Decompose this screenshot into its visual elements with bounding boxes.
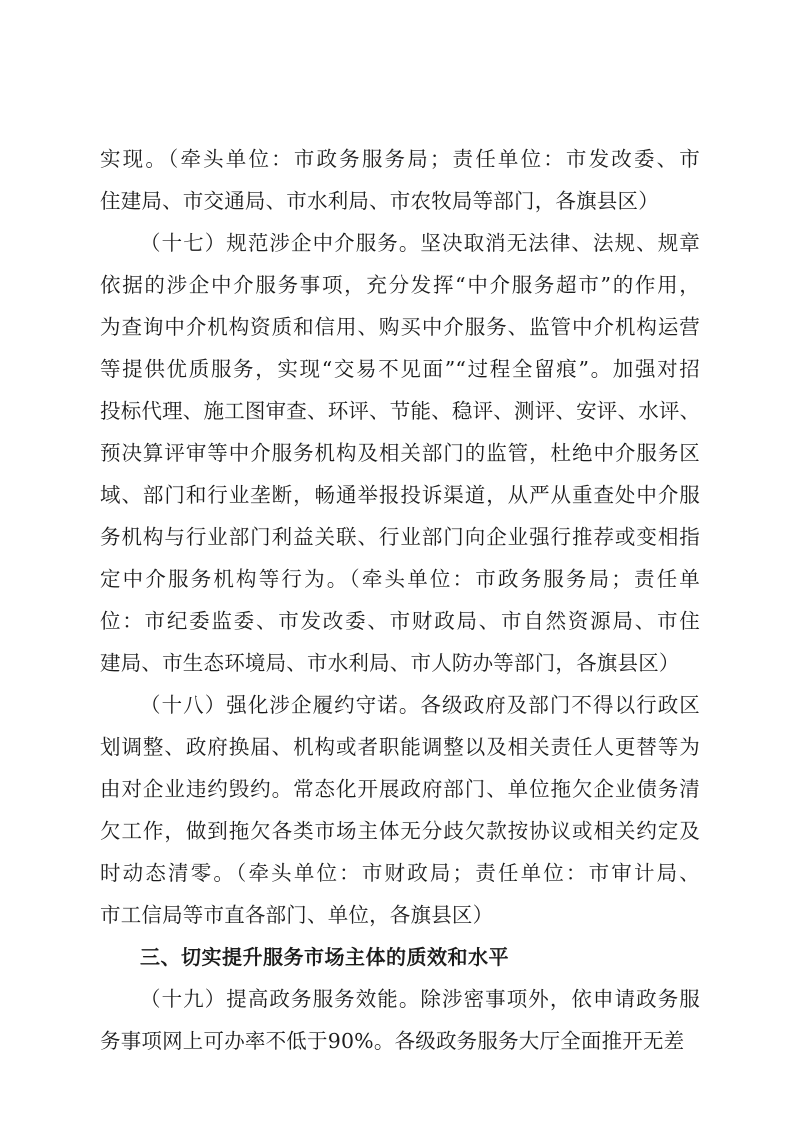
text-line: 划调整、政府换届、机构或者职能调整以及相关责任人更替等为 — [100, 735, 700, 759]
text-line: 务机构与行业部门利益关联、行业部门向企业强行推荐或变相指 — [100, 525, 700, 549]
text-line: 务事项网上可办率不低于90%。各级政务服务大厅全面推开无差 — [100, 1029, 685, 1053]
text-line: 建局、市生态环境局、市水利局、市人防办等部门，各旗县区） — [100, 651, 680, 675]
text-line: 住建局、市交通局、市水利局、市农牧局等部门，各旗县区） — [100, 189, 659, 213]
text-line: 等提供优质服务，实现“交易不见面”“过程全留痕”。加强对招 — [100, 357, 700, 381]
text-line: 实现。（牵头单位：市政务服务局；责任单位：市发改委、市 — [100, 147, 700, 171]
section-heading: 三、切实提升服务市场主体的质效和水平 — [140, 945, 509, 969]
text-line: 欠工作，做到拖欠各类市场主体无分歧欠款按协议或相关约定及 — [100, 819, 700, 843]
text-line: 定中介服务机构等行为。（牵头单位：市政务服务局；责任单 — [100, 567, 700, 591]
text-line: （十九）提高政务服务效能。除涉密事项外，依申请政务服 — [140, 987, 700, 1011]
text-line: 预决算评审等中介服务机构及相关部门的监管，杜绝中介服务区 — [100, 441, 700, 465]
text-line: 域、部门和行业垄断，畅通举报投诉渠道，从严从重查处中介服 — [100, 483, 700, 507]
text-line: 时动态清零。（牵头单位：市财政局；责任单位：市审计局、 — [100, 861, 700, 885]
text-line: 位：市纪委监委、市发改委、市财政局、市自然资源局、市住 — [100, 609, 700, 633]
text-line: 为查询中介机构资质和信用、购买中介服务、监管中介机构运营 — [100, 315, 700, 339]
text-line: 市工信局等市直各部门、单位，各旗县区） — [100, 903, 494, 927]
text-line: 投标代理、施工图审查、环评、节能、稳评、测评、安评、水评、 — [100, 399, 701, 423]
text-line: 依据的涉企中介服务事项，充分发挥“中介服务超市”的作用， — [100, 273, 700, 297]
text-line: （十八）强化涉企履约守诺。各级政府及部门不得以行政区 — [140, 693, 700, 717]
text-line: 由对企业违约毁约。常态化开展政府部门、单位拖欠企业债务清 — [100, 777, 700, 801]
text-line: （十七）规范涉企中介服务。坚决取消无法律、法规、规章 — [140, 231, 700, 255]
